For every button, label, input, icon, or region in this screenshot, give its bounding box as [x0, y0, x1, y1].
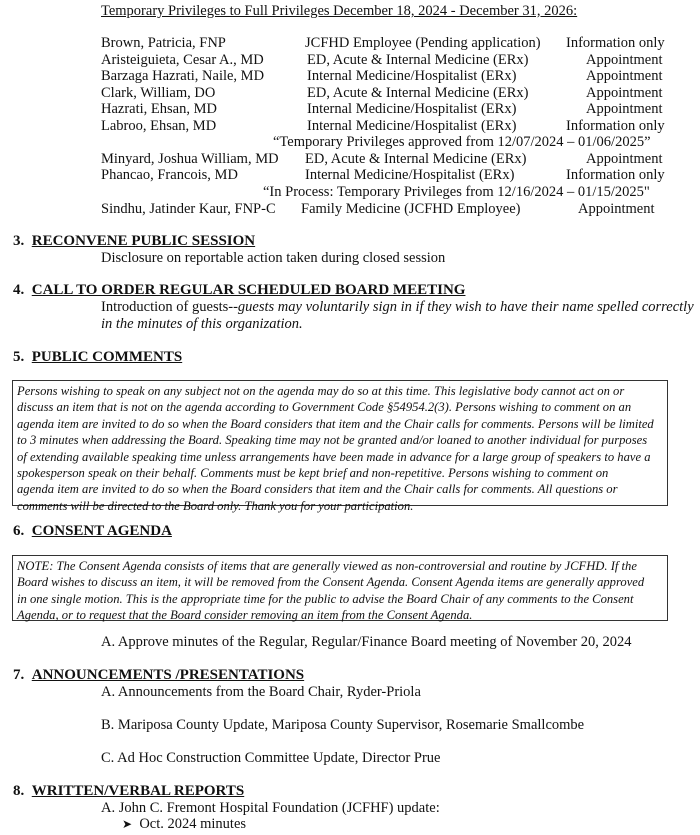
arrow-bullet-icon: ➤: [122, 817, 133, 831]
privilege-dept: JCFHD Employee (Pending application): [305, 35, 541, 51]
report-item-a: A. John C. Fremont Hospital Foundation (JCFHF) update:: [101, 800, 440, 816]
privilege-status: Information only: [566, 118, 665, 134]
privilege-dept: Internal Medicine/Hospitalist (ERx): [307, 68, 517, 84]
privilege-dept: ED, Acute & Internal Medicine (ERx): [307, 85, 529, 101]
privilege-name: Minyard, Joshua William, MD: [101, 151, 279, 167]
privilege-dept: ED, Acute & Internal Medicine (ERx): [307, 52, 529, 68]
privilege-name: Labroo, Ehsan, MD: [101, 118, 217, 134]
section-4-heading: 4. CALL TO ORDER REGULAR SCHEDULED BOARD MEETING: [13, 282, 466, 298]
privilege-status: Appointment: [578, 201, 655, 217]
section-5-heading: 5. PUBLIC COMMENTS: [13, 349, 183, 365]
privilege-name: Barzaga Hazrati, Naile, MD: [101, 68, 265, 84]
privilege-name: Hazrati, Ehsan, MD: [101, 101, 217, 117]
privilege-status: Information only: [566, 35, 665, 51]
privilege-name: Clark, William, DO: [101, 85, 216, 101]
section-6-heading: 6. CONSENT AGENDA: [13, 523, 172, 539]
section-7-title: ANNOUNCEMENTS /PRESENTATIONS: [31, 667, 305, 683]
privilege-name: Aristeiguieta, Cesar A., MD: [101, 52, 264, 68]
privilege-dept: Internal Medicine/Hospitalist (ERx): [305, 167, 515, 183]
report-bullet: ➤ Oct. 2024 minutes: [122, 816, 247, 832]
privilege-name: Brown, Patricia, FNP: [101, 35, 226, 51]
privilege-status: Appointment: [586, 52, 663, 68]
privilege-name: Phancao, Francois, MD: [101, 167, 238, 183]
privilege-note: “In Process: Temporary Privileges from 12/16/2024 – 01/15/2025": [263, 184, 650, 200]
privilege-dept: Family Medicine (JCFHD Employee): [301, 201, 521, 217]
privilege-dept: ED, Acute & Internal Medicine (ERx): [305, 151, 527, 167]
section-6-title: CONSENT AGENDA: [31, 523, 172, 539]
section-3-text: Disclosure on reportable action taken during closed session: [101, 250, 446, 266]
section-8-heading: 8. WRITTEN/VERBAL REPORTS: [13, 783, 245, 799]
section-8-title: WRITTEN/VERBAL REPORTS: [31, 783, 245, 799]
privilege-status: Information only: [566, 167, 665, 183]
privilege-dept: Internal Medicine/Hospitalist (ERx): [307, 101, 517, 117]
privilege-status: Appointment: [586, 85, 663, 101]
public-comments-box: Persons wishing to speak on any subject not on the agenda may do so at this time. This legislative body cannot act on or discuss an item that is not on the agenda according to Government Code §54954.2(3). Persons wishing to comment on an agenda item are invited to do so when the Board considers that item and the Chair calls for comments. Persons will be limited to 3 minutes when addressing the Board. Speaking time may not be granted and/or loaned to another individual for purposes of extending available speaking time unless arrangements have been made in advance for a large group of speakers to have a spokesperson speak on their behalf. Comments must be kept brief and non-repetitive. Persons wishing to comment on agenda item are invited to do so when the Board considers that item and the Chair calls for comments. All questions or comments will be directed to the Board only. Thank you for your participation.: [12, 380, 668, 506]
section-5-title: PUBLIC COMMENTS: [31, 349, 183, 365]
privilege-dept: Internal Medicine/Hospitalist (ERx): [307, 118, 517, 134]
privilege-status: Appointment: [586, 101, 663, 117]
section-4-title: CALL TO ORDER REGULAR SCHEDULED BOARD MEETING: [31, 282, 466, 298]
section-4-text: Introduction of guests--guests may voluntarily sign in if they wish to have their name spelled correctly: [101, 299, 694, 315]
privileges-title: Temporary Privileges to Full Privileges December 18, 2024 - December 31, 2026:: [101, 3, 578, 19]
section-3-title: RECONVENE PUBLIC SESSION: [31, 233, 256, 249]
section-4-text-cont: in the minutes of this organization.: [101, 316, 303, 332]
consent-agenda-note-box: NOTE: The Consent Agenda consists of items that are generally viewed as non-controversial and routine by JCFHD. If the Board wishes to discuss an item, it will be removed from the Consent Agenda. Consent Agenda items are generally approved in one single motion. This is the appropriate time for the public to advise the Board Chair of any comments to the Consent Agenda, or to request that the Board consider removing an item from the Consent Agenda.: [12, 555, 668, 621]
section-3-heading: 3. RECONVENE PUBLIC SESSION: [13, 233, 256, 249]
privilege-name: Sindhu, Jatinder Kaur, FNP-C: [101, 201, 276, 217]
consent-item-a: A. Approve minutes of the Regular, Regular/Finance Board meeting of November 20, 2024: [101, 634, 632, 650]
section-7-heading: 7. ANNOUNCEMENTS /PRESENTATIONS: [13, 667, 305, 683]
privilege-status: Appointment: [586, 151, 663, 167]
privilege-note: “Temporary Privileges approved from 12/07/2024 – 01/06/2025”: [273, 134, 651, 150]
privilege-status: Appointment: [586, 68, 663, 84]
announcement-item-c: C. Ad Hoc Construction Committee Update, Director Prue: [101, 750, 441, 766]
announcement-item-b: B. Mariposa County Update, Mariposa County Supervisor, Rosemarie Smallcombe: [101, 717, 585, 733]
announcement-item-a: A. Announcements from the Board Chair, Ryder-Priola: [101, 684, 421, 700]
